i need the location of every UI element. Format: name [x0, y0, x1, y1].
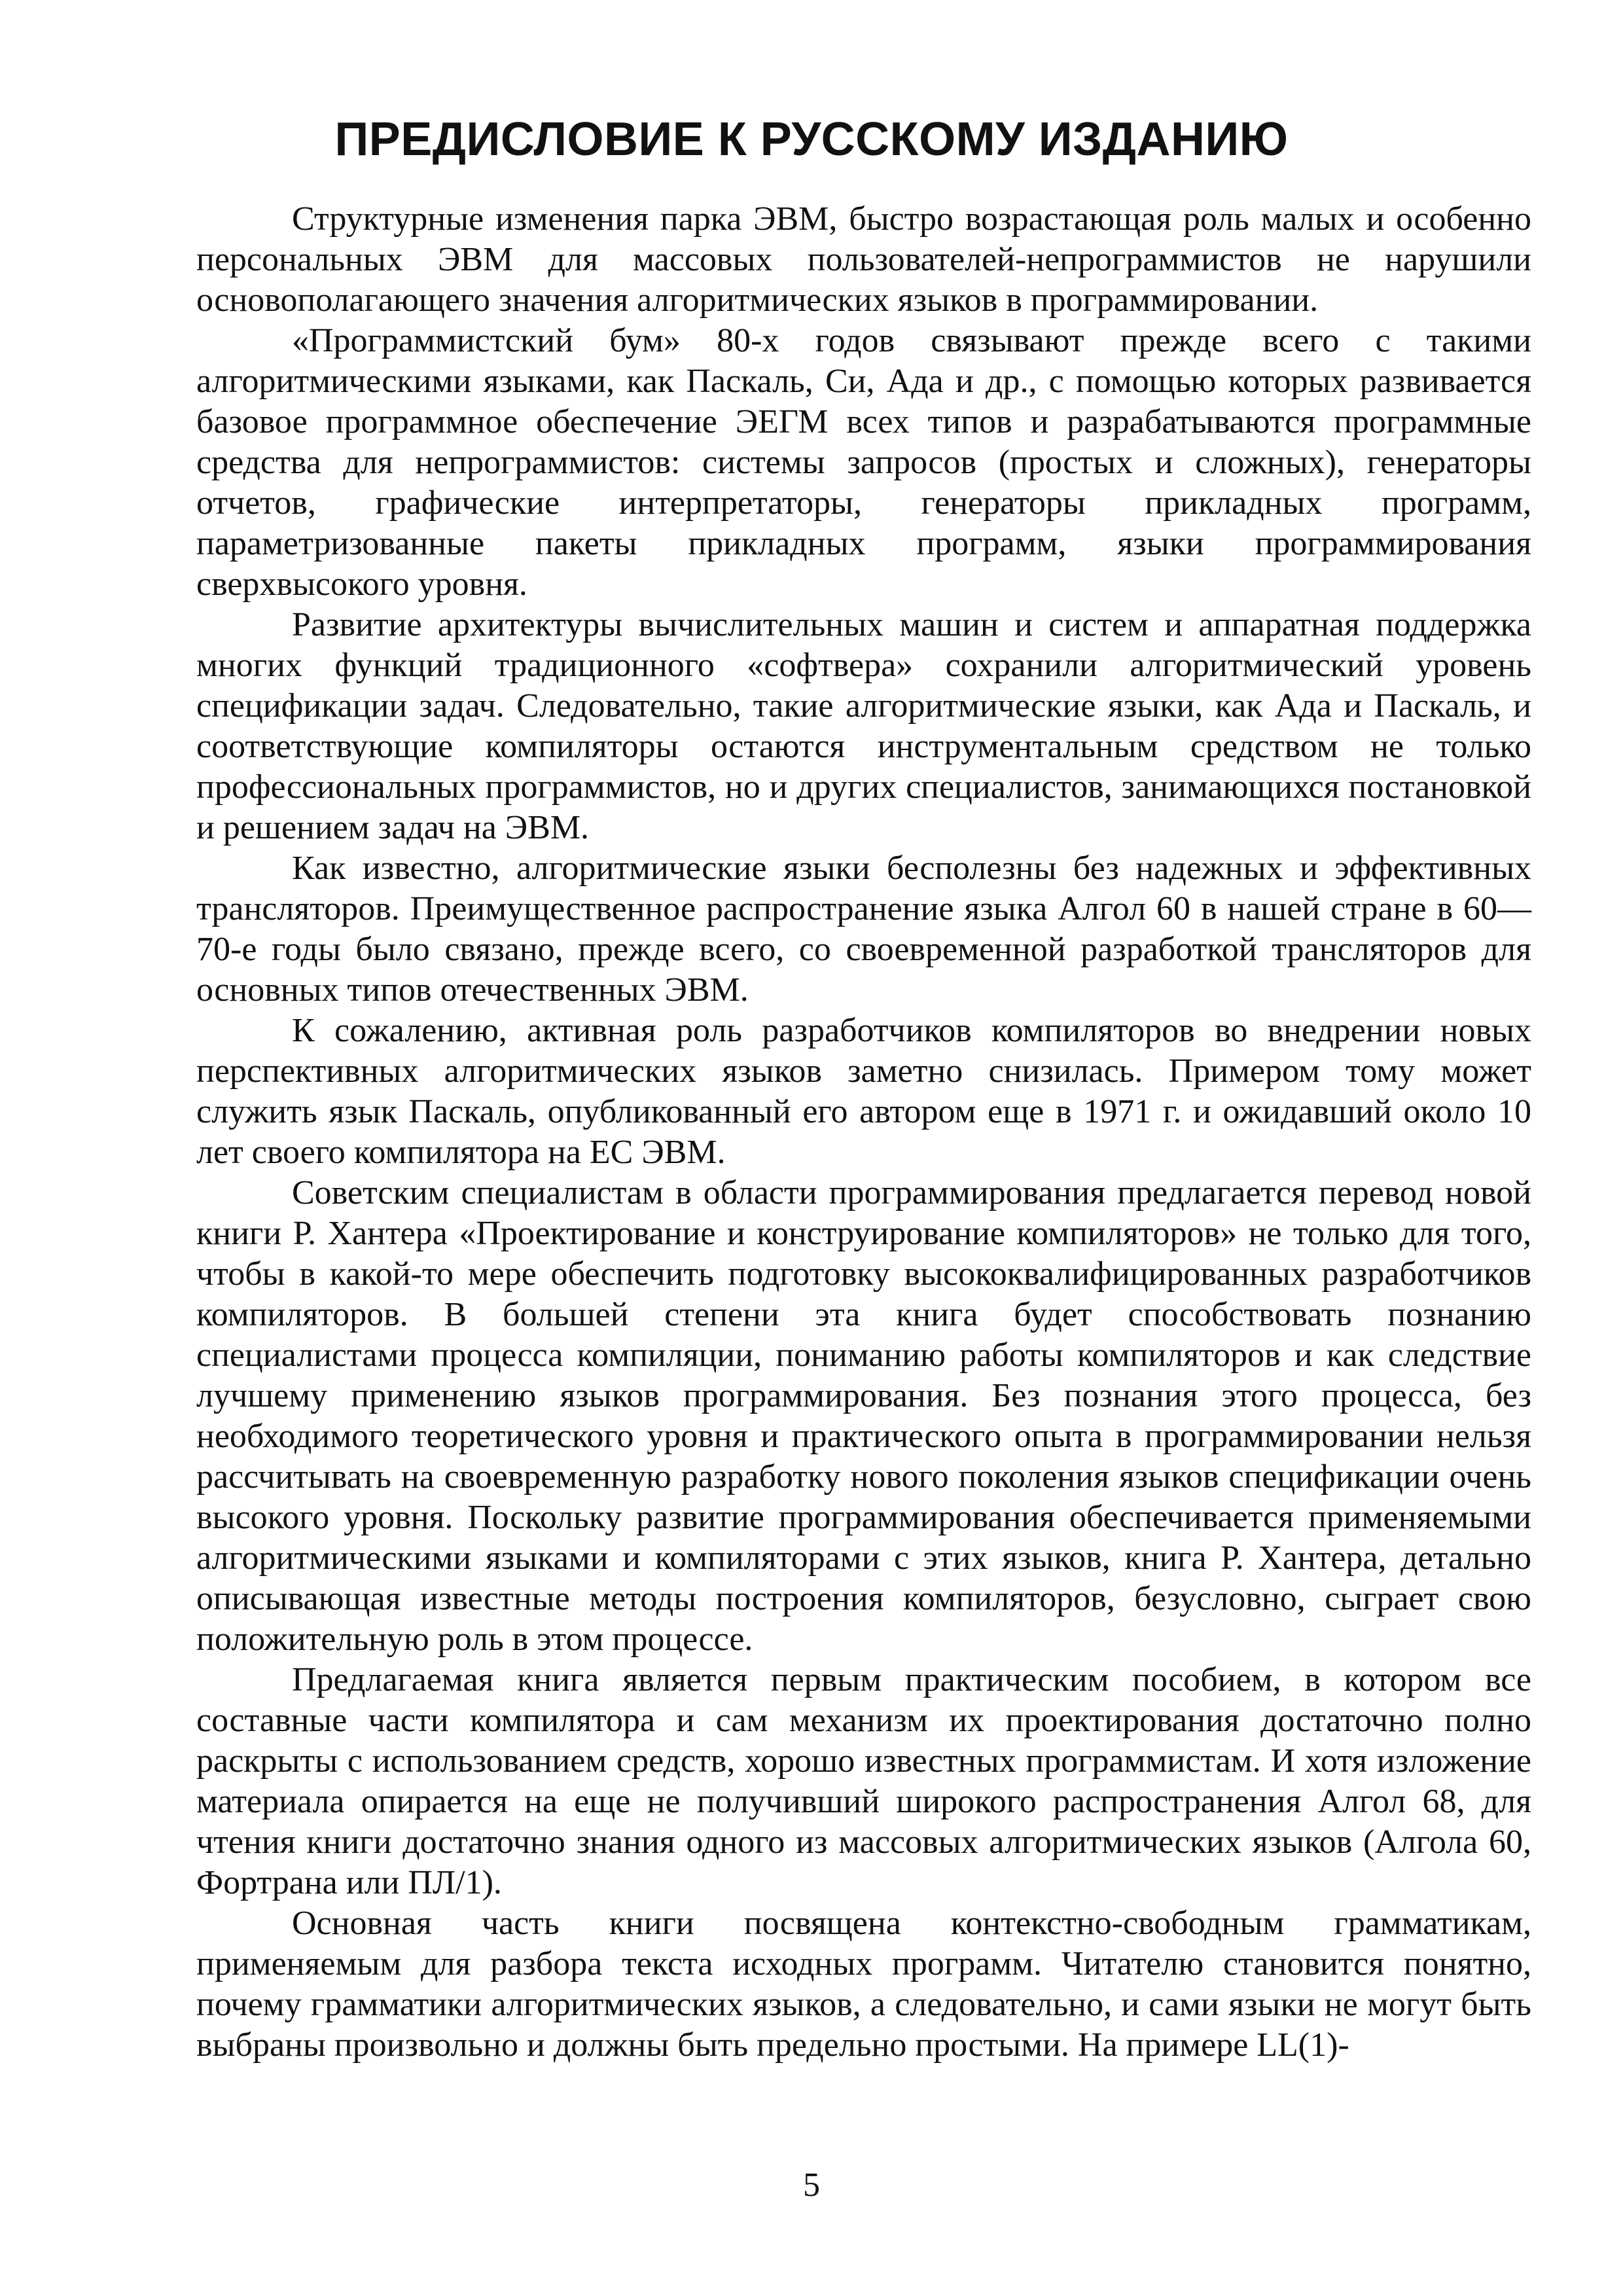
- body-text: [196, 199, 1531, 2066]
- page-title: ПРЕДИСЛОВИЕ К РУССКОМУ ИЗДАНИЮ: [334, 113, 1289, 166]
- paragraph-7: Предлагаемая книга является первым практическим пособием, в котором все составные части компилятора и сам механизм их проектирования достаточно полно раскрыты с использованием средств, хорошо известных программистам. И хотя изложение материала опирается на еще не получивший широкого распространения Алгол 68, для чтения книги достаточно знания одного из массовых алгоритмических языков (Алгола 60, Фортрана или ПЛ/1).: [196, 1661, 1531, 1901]
- paragraph-3: Развитие архитектуры вычислительных машин и систем и аппаратная поддержка многих функций традиционного «софтвера» сохранили алгоритмический уровень спецификации задач. Следовательно, такие алгоритмические языки, как Ада и Паскаль, и соответствующие компиляторы остаются инструментальным средством не только профессиональных программистов, но и других специалистов, занимающихся постановкой и решением задач на ЭВМ.: [196, 606, 1531, 846]
- paragraph-5: К сожалению, активная роль разработчиков компиляторов во внедрении новых перспективных алгоритмических языков заметно снизилась. Примером тому может служить язык Паскаль, опубликованный его автором еще в 1971 г. и ожидавший около 10 лет своего компилятора на ЕС ЭВМ.: [196, 1012, 1531, 1171]
- paragraph-2: «Программистский бум» 80-х годов связывают прежде всего с такими алгоритмическими языками, как Паскаль, Си, Ада и др., с помощью которых развивается базовое программное обеспечение ЭЕГМ всех типов и разрабатываются программные средства для непрограммистов: системы запросов (простых и сложных), генераторы отчетов, графические интерпретаторы, генераторы прикладных программ, параметризованные пакеты прикладных программ, языки программирования сверхвысокого уровня.: [196, 322, 1531, 603]
- paragraph-4: Как известно, алгоритмические языки бесполезны без надежных и эффективных трансляторов. Преимущественное распространение языка Алгол 60 в нашей стране в 60—70-е годы было связано, прежде всего, со своевременной разработкой трансляторов для основных типов отечественных ЭВМ.: [196, 850, 1531, 1009]
- page-number: 5: [803, 2166, 820, 2204]
- paragraph-8: Основная часть книги посвящена контекстно-свободным грамматикам, применяемым для разбора текста исходных программ. Читателю становится понятно, почему грамматики алгоритмических языков, а следовательно, и сами языки не могут быть выбраны произвольно и должны быть предельно простыми. На примере LL(1)-: [196, 1905, 1531, 2064]
- paragraph-6: Советским специалистам в области программирования предлагается перевод новой книги Р. Хантера «Проектирование и конструирование компиляторов» не только для того, чтобы в какой-то мере обеспечить подготовку высококвалифицированных разработчиков компиляторов. В большей степени эта книга будет способствовать познанию специалистами процесса компиляции, пониманию работы компиляторов и как следствие лучшему применению языков программирования. Без познания этого процесса, без необходимого теоретического уровня и практического опыта в программировании нельзя рассчитывать на своевременную разработку нового поколения языков спецификации очень высокого уровня. Поскольку развитие программирования обеспечивается применяемыми алгоритмическими языками и компиляторами с этих языков, книга Р. Хантера, детально описывающая известные методы построения компиляторов, безусловно, сыграет свою положительную роль в этом процессе.: [196, 1174, 1531, 1658]
- paragraph-1: Структурные изменения парка ЭВМ, быстро возрастающая роль малых и особенно персональных ЭВМ для массовых пользователей-непрограммистов не нарушили основополагающего значения алгоритмических языков в программировании.: [196, 200, 1531, 319]
